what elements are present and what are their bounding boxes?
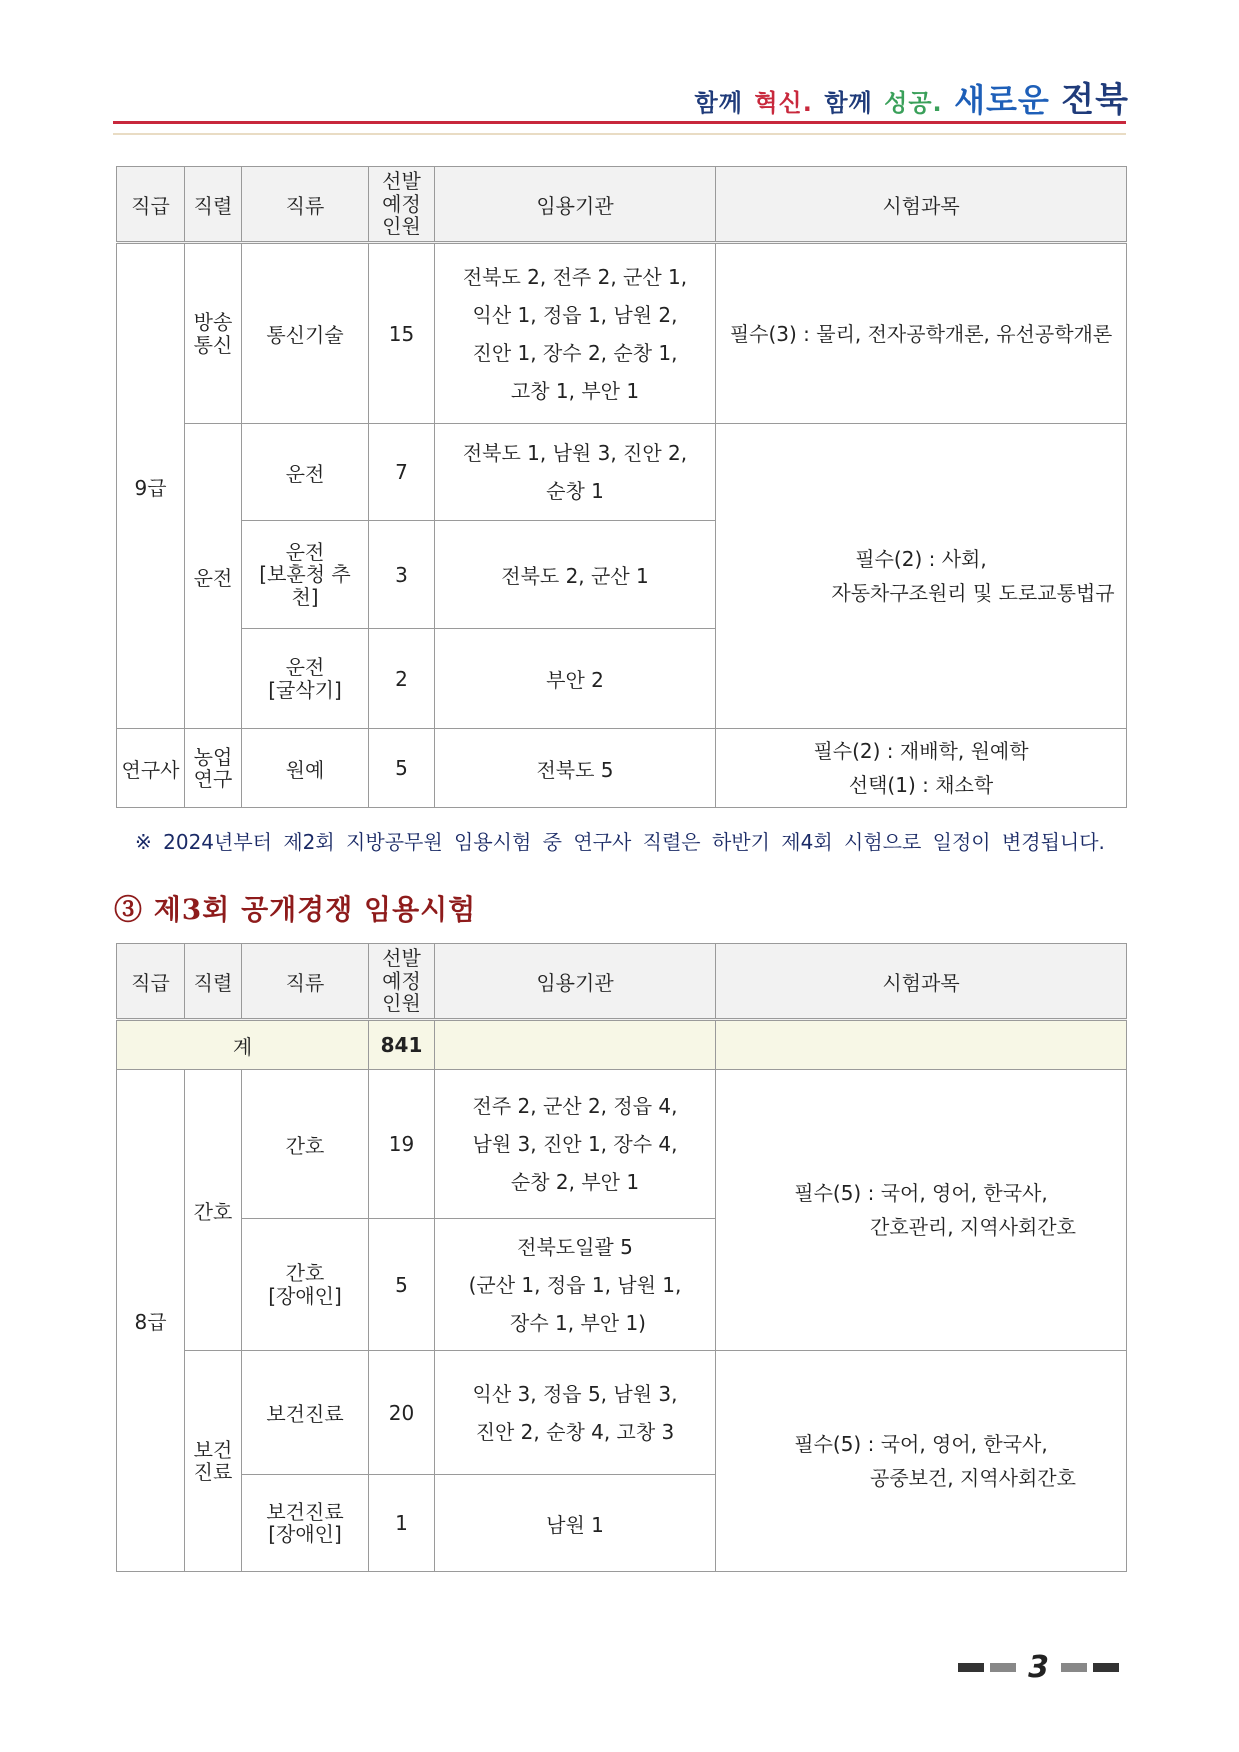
- subjects-cell: 필수(3) : 물리, 전자공학개론, 유선공학개론: [716, 243, 1127, 424]
- slogan-part: 전북: [1061, 80, 1129, 120]
- slogan-part: 혁신.: [754, 89, 813, 117]
- series-cell: 방송 통신: [185, 243, 242, 424]
- agency-cell: 전북도 2, 전주 2, 군산 1, 익산 1, 정읍 1, 남원 2, 진안 1, 장수 2, 순창 1, 고창 1, 부안 1: [435, 243, 716, 424]
- grade-cell: 8급: [117, 1070, 185, 1572]
- header-series: 직렬: [185, 944, 242, 1020]
- header-agency: 임용기관: [435, 944, 716, 1020]
- count-cell: 3: [369, 521, 435, 629]
- count-cell: 1: [369, 1475, 435, 1572]
- table-row: [117, 1351, 1127, 1475]
- agency-cell: 남원 1: [435, 1475, 716, 1572]
- page-deco-bar: [958, 1663, 984, 1672]
- header-grade: 직급: [117, 167, 185, 243]
- total-agency-empty: [435, 1020, 716, 1070]
- count-cell: 19: [369, 1070, 435, 1219]
- header-divider-tan: [113, 133, 1126, 135]
- agency-cell: 부안 2: [435, 629, 716, 729]
- slogan-part: 함께: [694, 89, 743, 117]
- total-row: [117, 1020, 1127, 1070]
- recruitment-table-2nd: [116, 166, 1127, 808]
- count-cell: 2: [369, 629, 435, 729]
- agency-cell: 전북도 2, 군산 1: [435, 521, 716, 629]
- table-row: [117, 243, 1127, 424]
- header-grade: 직급: [117, 944, 185, 1020]
- total-label: 계: [117, 1020, 369, 1070]
- header-slogan: [695, 72, 1129, 121]
- table-header-row: [117, 944, 1127, 1020]
- table-row: [117, 1070, 1127, 1219]
- schedule-change-note: ※ 2024년부터 제2회 지방공무원 임용시험 중 연구사 직렬은 하반기 제4회 시험으로 일정이 변경됩니다.: [135, 830, 1105, 854]
- table-row: [117, 729, 1127, 808]
- recruitment-table-3rd: [116, 943, 1127, 1572]
- header-class: 직류: [242, 167, 369, 243]
- count-cell: 7: [369, 424, 435, 521]
- subjects-cell: 필수(2) : 재배학, 원예학 선택(1) : 채소학: [716, 729, 1127, 808]
- total-count: 841: [369, 1020, 435, 1070]
- series-cell: 간호: [185, 1070, 242, 1351]
- header-class: 직류: [242, 944, 369, 1020]
- count-cell: 5: [369, 729, 435, 808]
- slogan-part: 새로운: [954, 81, 1050, 119]
- header-subjects: 시험과목: [716, 167, 1127, 243]
- class-cell: 보건진료 [장애인]: [242, 1475, 369, 1572]
- page-number-text: 3: [1028, 1650, 1049, 1685]
- grade-cell: 9급: [117, 243, 185, 729]
- table-header-row: [117, 167, 1127, 243]
- header-count: 선발 예정 인원: [369, 167, 435, 243]
- series-cell: 농업 연구: [185, 729, 242, 808]
- header-count: 선발 예정 인원: [369, 944, 435, 1020]
- slogan-part: 성공.: [884, 89, 943, 117]
- class-cell: 통신기술: [242, 243, 369, 424]
- total-subjects-empty: [716, 1020, 1127, 1070]
- class-cell: 보건진료: [242, 1351, 369, 1475]
- agency-cell: 전북도 5: [435, 729, 716, 808]
- grade-cell: 연구사: [117, 729, 185, 808]
- count-cell: 5: [369, 1219, 435, 1351]
- slogan-part: 함께: [824, 89, 873, 117]
- agency-cell: 전북도일괄 5 (군산 1, 정읍 1, 남원 1, 장수 1, 부안 1): [435, 1219, 716, 1351]
- header-agency: 임용기관: [435, 167, 716, 243]
- header-series: 직렬: [185, 167, 242, 243]
- page-deco-bar: [1093, 1663, 1119, 1672]
- table-row: [117, 424, 1127, 521]
- class-cell: 운전 [보훈청 추천]: [242, 521, 369, 629]
- page-deco-bar: [1061, 1663, 1087, 1672]
- header-divider-red: [113, 121, 1126, 124]
- series-cell: 보건 진료: [185, 1351, 242, 1572]
- subjects-cell: 필수(5) : 국어, 영어, 한국사, 간호관리, 지역사회간호: [716, 1070, 1127, 1351]
- subjects-cell: 필수(2) : 사회, 자동차구조원리 및 도로교통법규: [716, 424, 1127, 729]
- agency-cell: 전주 2, 군산 2, 정읍 4, 남원 3, 진안 1, 장수 4, 순창 2, 부안 1: [435, 1070, 716, 1219]
- subjects-cell: 필수(5) : 국어, 영어, 한국사, 공중보건, 지역사회간호: [716, 1351, 1127, 1572]
- agency-cell: 전북도 1, 남원 3, 진안 2, 순창 1: [435, 424, 716, 521]
- class-cell: 운전 [굴삭기]: [242, 629, 369, 729]
- count-cell: 20: [369, 1351, 435, 1475]
- header-subjects: 시험과목: [716, 944, 1127, 1020]
- section-title: ③ 제3회 공개경쟁 임용시험: [114, 893, 477, 926]
- page-number: [958, 1650, 1119, 1685]
- series-cell: 운전: [185, 424, 242, 729]
- agency-cell: 익산 3, 정읍 5, 남원 3, 진안 2, 순창 4, 고창 3: [435, 1351, 716, 1475]
- class-cell: 운전: [242, 424, 369, 521]
- class-cell: 원예: [242, 729, 369, 808]
- count-cell: 15: [369, 243, 435, 424]
- page-deco-bar: [990, 1663, 1016, 1672]
- class-cell: 간호 [장애인]: [242, 1219, 369, 1351]
- class-cell: 간호: [242, 1070, 369, 1219]
